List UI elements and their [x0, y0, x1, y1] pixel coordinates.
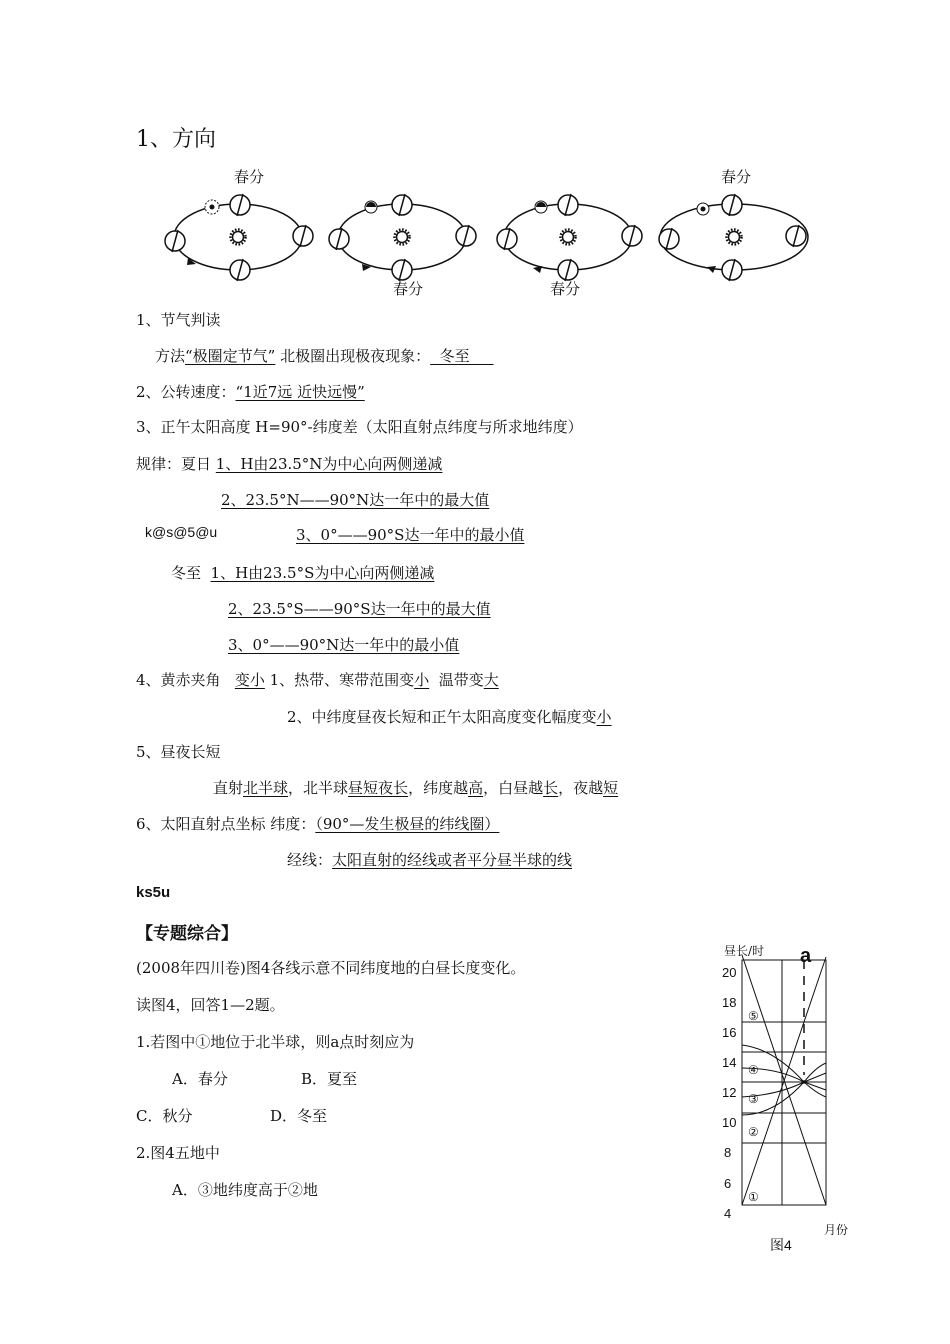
figure4-ylabel: 昼长/时 [724, 944, 765, 958]
line-12: 2、中纬度昼夜长短和正午太阳高度变化幅度变小 [287, 708, 612, 726]
option-c: C．秋分 [136, 1107, 193, 1125]
orbit-diagram-2 [329, 194, 476, 281]
line-10: 3、0°——90°N达一年中的最小值 [228, 636, 460, 654]
line-7: k@s@5@u [145, 524, 218, 540]
ytick-4: 4 [724, 1206, 732, 1221]
ytick-14: 14 [722, 1055, 737, 1070]
line-11: 4、黄赤夹角 变小 1、热带、寒带范围变小 温带变大 [136, 671, 499, 689]
line-1: 1、节气判读 [136, 311, 221, 329]
ytick-20: 20 [722, 965, 737, 980]
line-19: (2008年四川卷)图4各线示意不同纬度地的白昼长度变化。 [136, 959, 526, 977]
orbit-diagram-3 [497, 194, 642, 281]
orbit-diagram-1 [165, 194, 313, 281]
figure4-point-a: a [800, 945, 812, 967]
option-d: D．冬至 [270, 1107, 328, 1125]
ytick-10: 10 [722, 1115, 737, 1130]
orbit-diagram-4 [659, 194, 808, 281]
ytick-12: 12 [722, 1085, 737, 1100]
line-13: 5、昼夜长短 [136, 743, 221, 761]
line-20: 读图4，回答1—2题。 [136, 996, 285, 1014]
section-heading: 【专题综合】 [136, 924, 238, 944]
figure4-caption: 图4 [770, 1237, 792, 1253]
orbit-label-top-1: 春分 [234, 168, 265, 186]
question-2: 2.图4五地中 [136, 1144, 220, 1162]
line-14: 直射北半球，北半球昼短夜长，纬度越高，白昼越长，夜越短 [213, 779, 619, 797]
line-8: 冬至 1、H由23.5°S为中心向两侧递减 [171, 564, 435, 582]
line-9: 2、23.5°S——90°S达一年中的最大值 [228, 600, 491, 618]
line-16: 经线：太阳直射的经线或者平分昼半球的线 [287, 851, 573, 869]
ytick-18: 18 [722, 995, 737, 1010]
line-7b: 3、0°——90°S达一年中的最小值 [296, 526, 525, 544]
figure4-xlabel: 月份 [824, 1223, 849, 1237]
ytick-16: 16 [722, 1025, 737, 1040]
line-4: 3、正午太阳高度 H=90°-纬度差（太阳直射点纬度与所求地纬度） [136, 418, 583, 436]
line-label-4: ④ [748, 1063, 759, 1077]
line-label-1: ① [748, 1190, 759, 1204]
option-b: B．夏至 [301, 1070, 358, 1088]
line-5: 规律：夏日 1、H由23.5°N为中心向两侧递减 [136, 455, 443, 473]
question-1: 1.若图中①地位于北半球，则a点时刻应为 [136, 1033, 415, 1051]
line-label-3: ③ [748, 1092, 759, 1106]
line-6: 2、23.5°N——90°N达一年中的最大值 [221, 491, 490, 509]
q2-option-a: A．③地纬度高于②地 [172, 1181, 318, 1199]
watermark-ks5u: ks5u [136, 884, 171, 901]
figure4-chart [738, 955, 833, 1210]
orbit-label-top-4: 春分 [721, 168, 752, 186]
line-label-5: ⑤ [748, 1009, 759, 1023]
option-a: A．春分 [172, 1070, 228, 1088]
ytick-6: 6 [724, 1176, 732, 1191]
page-title: 1、方向 [136, 127, 216, 152]
line-15: 6、太阳直射点坐标 纬度：（90°—发生极昼的纬线圈） [136, 815, 500, 833]
line-3: 2、公转速度：“1近7远 近快远慢” [136, 383, 365, 401]
orbit-label-bottom-2: 春分 [393, 280, 424, 298]
line-2: 方法“极圈定节气” 北极圈出现极夜现象： 冬至 [155, 347, 494, 365]
ytick-8: 8 [724, 1145, 732, 1160]
orbit-label-bottom-3: 春分 [550, 280, 581, 298]
line-label-2: ② [748, 1125, 759, 1139]
